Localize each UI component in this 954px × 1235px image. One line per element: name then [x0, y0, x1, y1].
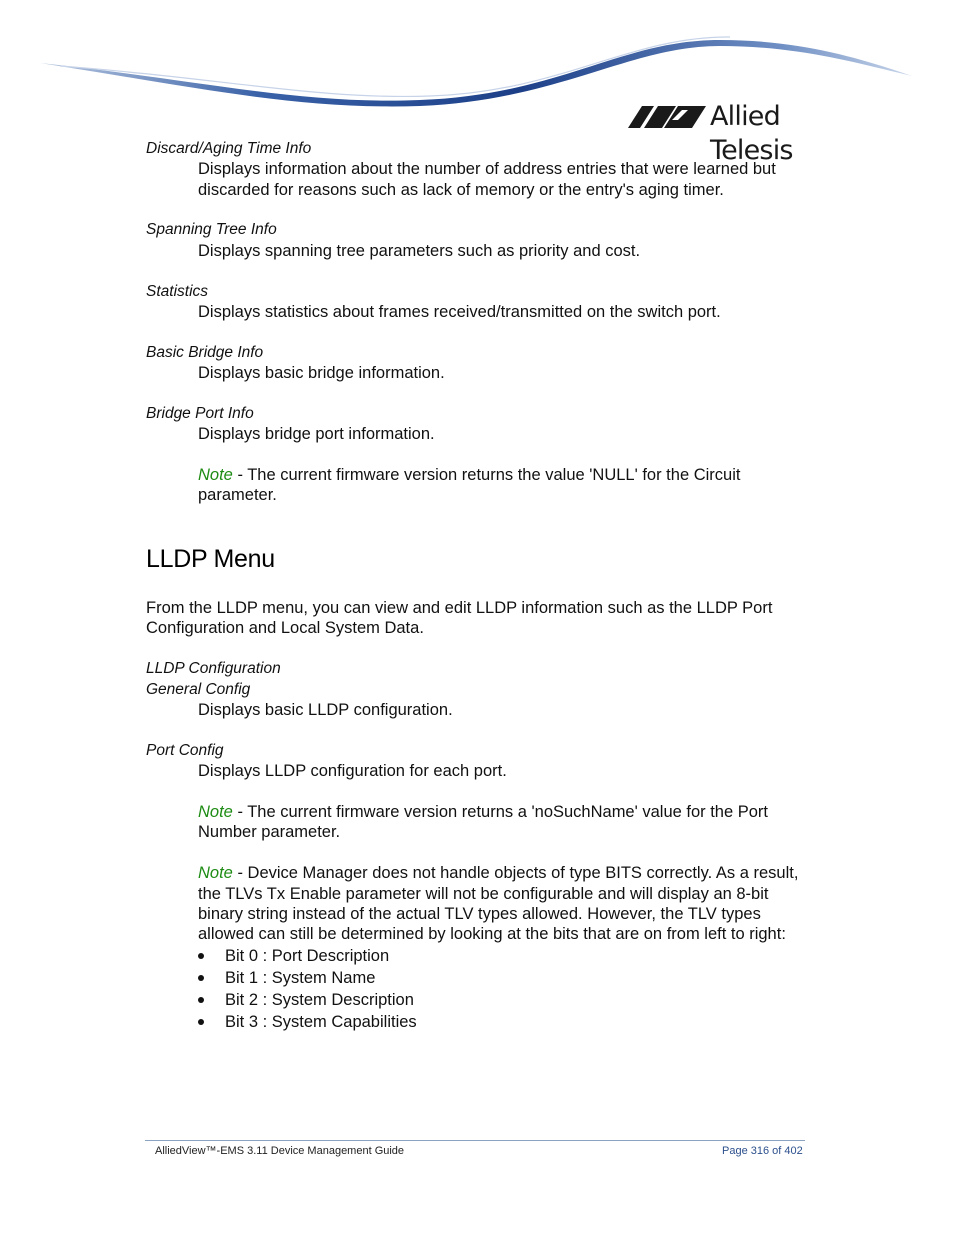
- bullet-icon: [198, 1019, 204, 1025]
- note-line: parameter.: [198, 486, 277, 504]
- bits-list: [196, 945, 417, 1033]
- list-item-text: Bit 3 : System Capabilities: [225, 1013, 417, 1031]
- list-item-text: Bit 2 : System Description: [225, 991, 414, 1009]
- note-line: Number parameter.: [198, 823, 341, 841]
- intro-line: From the LLDP menu, you can view and edit LLDP information such as the LLDP Port: [146, 599, 773, 617]
- list-item: [196, 1011, 417, 1033]
- note-text: - Device Manager does not handle objects of type BITS correctly. As a result,: [232, 864, 799, 882]
- bullet-icon: [198, 997, 204, 1003]
- desc-line: Displays basic bridge information.: [198, 364, 445, 382]
- list-item: [196, 967, 417, 989]
- term-discard-aging: Discard/Aging Time Info: [146, 140, 312, 157]
- note-circuit: [198, 465, 740, 486]
- term-lldp-configuration: LLDP Configuration: [146, 660, 281, 677]
- term-spanning-tree: Spanning Tree Info: [146, 221, 277, 238]
- logo-wordmark: Allied Telesis: [710, 101, 793, 166]
- note-nosuchname: [198, 802, 768, 823]
- list-item: [196, 989, 417, 1011]
- intro-line: Configuration and Local System Data.: [146, 619, 424, 637]
- note-label: Note: [198, 803, 233, 821]
- note-bits: [198, 863, 798, 884]
- note-line: binary string instead of the actual TLV types allowed. However, the TLV types: [198, 905, 761, 923]
- list-item-text: Bit 0 : Port Description: [225, 947, 390, 965]
- desc-line: Displays statistics about frames received/transmitted on the switch port.: [198, 303, 721, 321]
- note-text: - The current firmware version returns the value 'NULL' for the Circuit: [232, 466, 741, 484]
- page-number: Page 316 of 402: [722, 1145, 803, 1157]
- list-item: [196, 945, 417, 967]
- note-text: - The current firmware version returns a 'noSuchName' value for the Port: [232, 803, 768, 821]
- desc-line: Displays spanning tree parameters such as priority and cost.: [198, 242, 641, 260]
- bullet-icon: [198, 953, 204, 959]
- note-label: Note: [198, 466, 233, 484]
- term-basic-bridge: Basic Bridge Info: [146, 344, 264, 361]
- note-label: Note: [198, 864, 233, 882]
- term-bridge-port: Bridge Port Info: [146, 405, 254, 422]
- list-item-text: Bit 1 : System Name: [225, 969, 376, 987]
- footer-divider: [145, 1140, 805, 1141]
- note-line: the TLVs Tx Enable parameter will not be configurable and will display an 8-bit: [198, 885, 769, 903]
- desc-line: Displays bridge port information.: [198, 425, 435, 443]
- allied-telesis-logo: [628, 100, 864, 166]
- term-port-config: Port Config: [146, 742, 224, 759]
- section-heading: LLDP Menu: [146, 545, 275, 573]
- desc-line: discarded for reasons such as lack of memory or the entry's aging timer.: [198, 181, 724, 199]
- footer-title: AlliedView™-EMS 3.11 Device Management Guide: [155, 1145, 405, 1157]
- desc-line: Displays LLDP configuration for each port.: [198, 762, 507, 780]
- desc-line: Displays information about the number of address entries that were learned but: [198, 160, 776, 178]
- term-statistics: Statistics: [146, 283, 209, 300]
- logo-mark-icon: [628, 106, 706, 128]
- bullet-icon: [198, 975, 204, 981]
- note-line: allowed can still be determined by looking at the bits that are on from left to right:: [198, 925, 786, 943]
- desc-line: Displays basic LLDP configuration.: [198, 701, 453, 719]
- term-general-config: General Config: [146, 681, 251, 698]
